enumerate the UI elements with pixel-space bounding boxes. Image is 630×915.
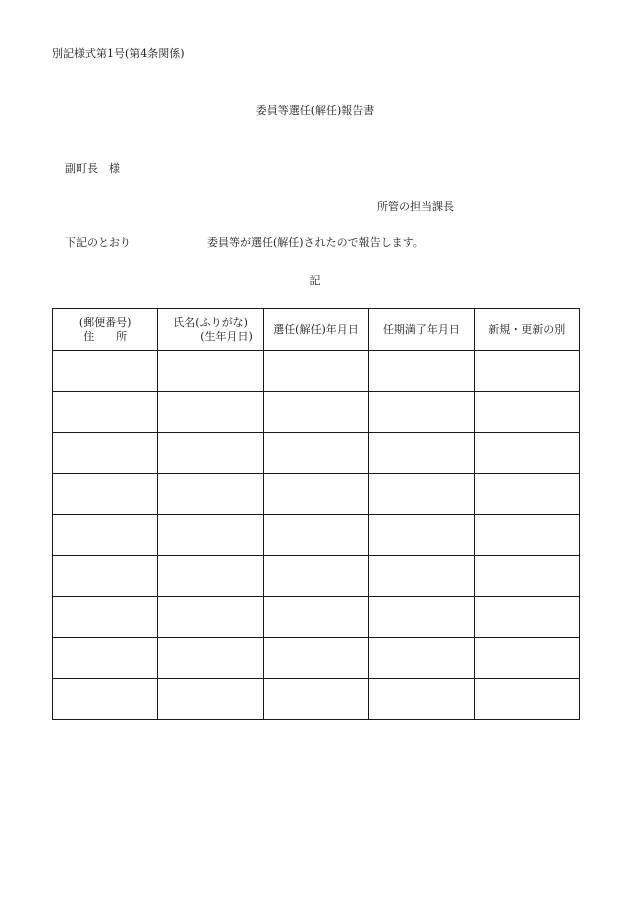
table-row	[53, 351, 580, 392]
header-name-furigana: 氏名(ふりがな)	[173, 315, 248, 329]
table-header-row	[53, 309, 580, 351]
cell-address[interactable]	[53, 679, 158, 720]
cell-appointment-date[interactable]	[263, 474, 368, 515]
body-statement: 委員等が選任(解任)されたので報告します。	[207, 236, 424, 249]
cell-new-or-renewal[interactable]	[474, 433, 579, 474]
header-name	[158, 309, 263, 351]
form-number: 別記様式第1号(第4条関係)	[52, 47, 185, 60]
cell-address[interactable]	[53, 351, 158, 392]
table-row	[53, 597, 580, 638]
cell-new-or-renewal[interactable]	[474, 515, 579, 556]
header-address-postal: (郵便番号)	[78, 315, 132, 329]
header-address-label: 住 所	[83, 329, 128, 343]
report-table	[52, 308, 580, 720]
cell-new-or-renewal[interactable]	[474, 392, 579, 433]
cell-appointment-date[interactable]	[263, 433, 368, 474]
cell-term-end-date[interactable]	[369, 556, 474, 597]
cell-address[interactable]	[53, 392, 158, 433]
cell-appointment-date[interactable]	[263, 679, 368, 720]
cell-term-end-date[interactable]	[369, 392, 474, 433]
addressee: 副町長 様	[65, 162, 120, 175]
table-row	[53, 556, 580, 597]
table-row	[53, 474, 580, 515]
cell-term-end-date[interactable]	[369, 351, 474, 392]
table-row	[53, 433, 580, 474]
cell-name[interactable]	[158, 679, 263, 720]
table-row	[53, 515, 580, 556]
cell-term-end-date[interactable]	[369, 597, 474, 638]
cell-term-end-date[interactable]	[369, 433, 474, 474]
cell-appointment-date[interactable]	[263, 638, 368, 679]
table-row	[53, 679, 580, 720]
cell-new-or-renewal[interactable]	[474, 679, 579, 720]
cell-new-or-renewal[interactable]	[474, 638, 579, 679]
cell-address[interactable]	[53, 597, 158, 638]
table-row	[53, 638, 580, 679]
cell-appointment-date[interactable]	[263, 351, 368, 392]
cell-appointment-date[interactable]	[263, 392, 368, 433]
body-lead: 下記のとおり	[65, 236, 131, 249]
cell-name[interactable]	[158, 597, 263, 638]
cell-appointment-date[interactable]	[263, 515, 368, 556]
cell-address[interactable]	[53, 433, 158, 474]
header-appointment-date: 選任(解任)年月日	[263, 309, 368, 351]
ki-heading: 記	[309, 274, 321, 287]
table-body	[53, 351, 580, 720]
document-title: 委員等選任(解任)報告書	[255, 104, 375, 117]
cell-appointment-date[interactable]	[263, 556, 368, 597]
cell-address[interactable]	[53, 556, 158, 597]
cell-term-end-date[interactable]	[369, 638, 474, 679]
cell-term-end-date[interactable]	[369, 474, 474, 515]
cell-name[interactable]	[158, 515, 263, 556]
cell-new-or-renewal[interactable]	[474, 474, 579, 515]
header-name-birthdate: (生年月日)	[200, 329, 253, 343]
cell-name[interactable]	[158, 392, 263, 433]
cell-term-end-date[interactable]	[369, 515, 474, 556]
cell-address[interactable]	[53, 638, 158, 679]
header-address	[53, 309, 158, 351]
header-new-or-renewal: 新規・更新の別	[474, 309, 579, 351]
cell-term-end-date[interactable]	[369, 679, 474, 720]
cell-name[interactable]	[158, 351, 263, 392]
cell-address[interactable]	[53, 515, 158, 556]
cell-new-or-renewal[interactable]	[474, 351, 579, 392]
cell-appointment-date[interactable]	[263, 597, 368, 638]
table-row	[53, 392, 580, 433]
cell-new-or-renewal[interactable]	[474, 556, 579, 597]
cell-name[interactable]	[158, 556, 263, 597]
cell-new-or-renewal[interactable]	[474, 597, 579, 638]
cell-name[interactable]	[158, 433, 263, 474]
sender: 所管の担当課長	[377, 200, 454, 213]
header-term-end-date: 任期満了年月日	[369, 309, 474, 351]
body-text	[65, 236, 424, 250]
cell-address[interactable]	[53, 474, 158, 515]
cell-name[interactable]	[158, 638, 263, 679]
cell-name[interactable]	[158, 474, 263, 515]
